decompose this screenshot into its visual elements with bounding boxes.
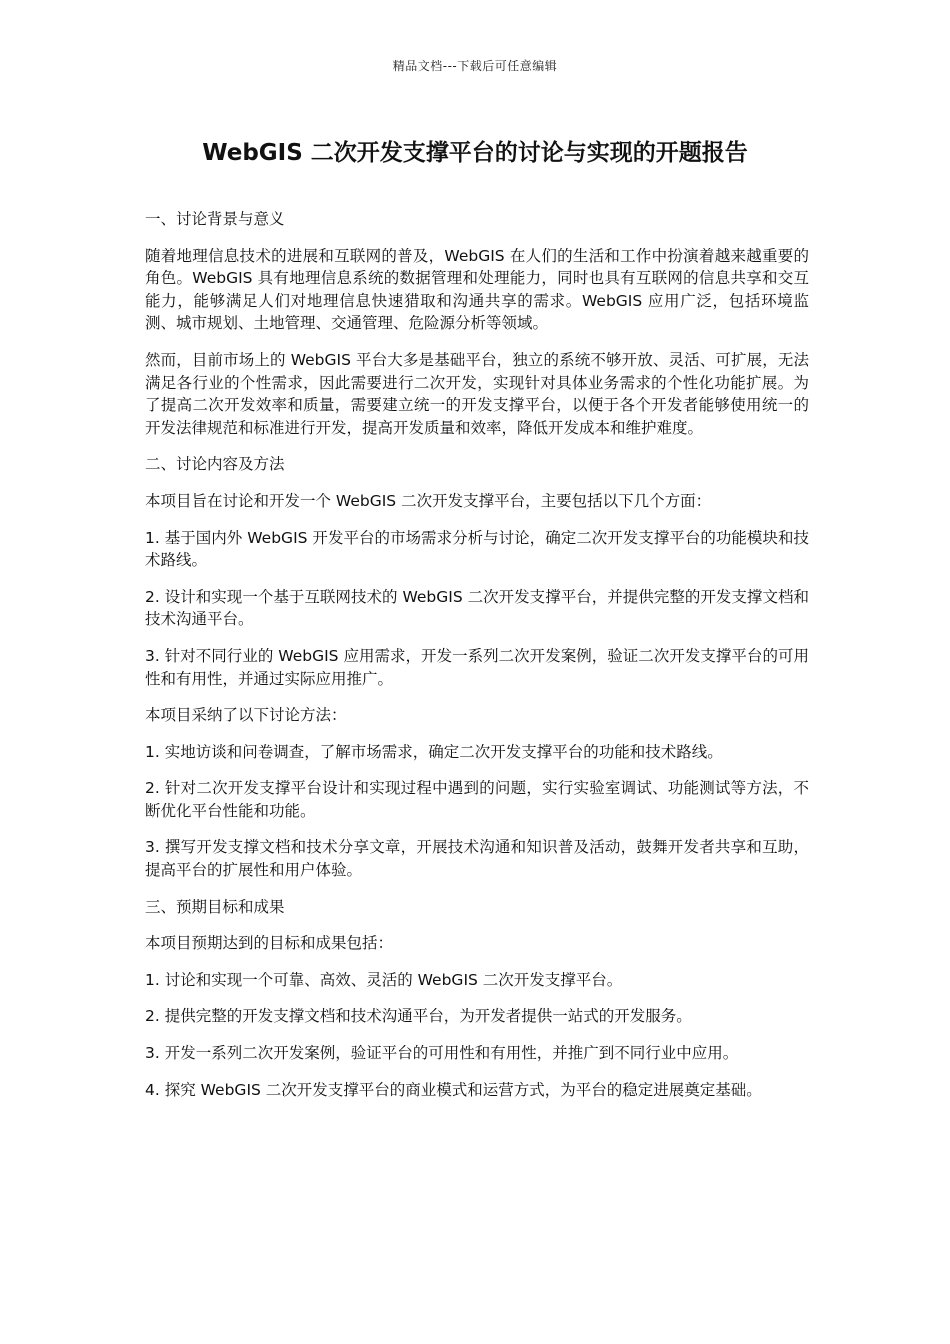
section-heading-goals: 三、预期目标和成果: [145, 897, 285, 916]
background-paragraph-1: 随着地理信息技术的进展和互联网的普及，WebGIS 在人们的生活和工作中扮演着越来越重要的角色。WebGIS 具有地理信息系统的数据管理和处理能力，同时也具有互联网的信息共享和交互能力，能够满足人们对地理信息快速猎取和沟通共享的需求。WebGIS 应用广泛，包括环境监测、城市规划、土地管理、交通管理、危险源分析等领域。: [145, 246, 809, 333]
content-item-2: 2. 设计和实现一个基于互联网技术的 WebGIS 二次开发支撑平台，并提供完整的开发支撑文档和技术沟通平台。: [145, 587, 809, 629]
method-item-1: 1. 实地访谈和问卷调查，了解市场需求，确定二次开发支撑平台的功能和技术路线。: [145, 742, 723, 761]
methods-intro: 本项目采纳了以下讨论方法：: [145, 706, 347, 725]
section-heading-content-methods: 二、讨论内容及方法: [145, 455, 285, 474]
document-title: WebGIS 二次开发支撑平台的讨论与实现的开题报告: [202, 140, 748, 166]
document-body: [145, 208, 809, 1115]
content-intro: 本项目旨在讨论和开发一个 WebGIS 二次开发支撑平台，主要包括以下几个方面：: [145, 491, 712, 510]
method-item-3: 3. 撰写开发支撑文档和技术分享文章，开展技术沟通和知识普及活动，鼓舞开发者共享和互助，提高平台的扩展性和用户体验。: [145, 838, 809, 880]
goal-item-3: 3. 开发一系列二次开发案例，验证平台的可用性和有用性，并推广到不同行业中应用。: [145, 1044, 739, 1063]
goal-item-4: 4. 探究 WebGIS 二次开发支撑平台的商业模式和运营方式，为平台的稳定进展奠定基础。: [145, 1080, 762, 1099]
goal-item-2: 2. 提供完整的开发支撑文档和技术沟通平台，为开发者提供一站式的开发服务。: [145, 1007, 692, 1026]
background-paragraph-2: 然而，目前市场上的 WebGIS 平台大多是基础平台，独立的系统不够开放、灵活、可扩展，无法满足各行业的个性需求，因此需要进行二次开发，实现针对具体业务需求的个性化功能扩展。为了提高二次开发效率和质量，需要建立统一的开发支撑平台，以便于各个开发者能够使用统一的开发法律规范和标准进行开发，提高开发质量和效率，降低开发成本和维护难度。: [145, 350, 809, 437]
section-heading-background: 一、讨论背景与意义: [145, 210, 285, 228]
content-item-1: 1. 基于国内外 WebGIS 开发平台的市场需求分析与讨论，确定二次开发支撑平台的功能模块和技术路线。: [145, 528, 809, 570]
goals-intro: 本项目预期达到的目标和成果包括：: [145, 934, 394, 953]
header-note: 精品文档---下载后可任意编辑: [392, 59, 558, 73]
content-item-3: 3. 针对不同行业的 WebGIS 应用需求，开发一系列二次开发案例，验证二次开发支撑平台的可用性和有用性，并通过实际应用推广。: [145, 646, 809, 688]
method-item-2: 2. 针对二次开发支撑平台设计和实现过程中遇到的问题，实行实验室调试、功能测试等方法，不断优化平台性能和功能。: [145, 779, 809, 820]
goal-item-1: 1. 讨论和实现一个可靠、高效、灵活的 WebGIS 二次开发支撑平台。: [145, 970, 623, 989]
